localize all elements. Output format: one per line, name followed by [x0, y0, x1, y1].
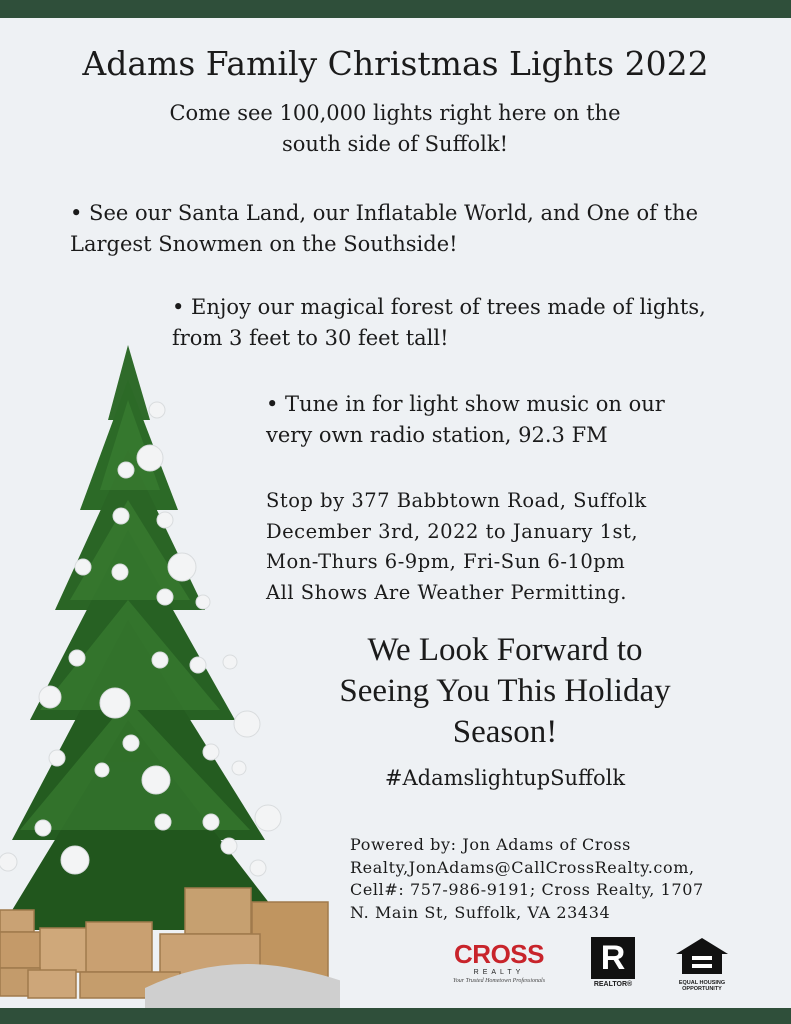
cross-logo-tagline: Your Trusted Hometown Professionals [452, 978, 546, 984]
realtor-logo [588, 937, 638, 991]
realtor-mark: R [591, 937, 635, 979]
bullet-line: • Tune in for light show music on our [266, 392, 665, 416]
visit-line: Stop by 377 Babbtown Road, Suffolk [266, 489, 647, 512]
visit-line: December 3rd, 2022 to January 1st, [266, 519, 639, 543]
powered-line: N. Main St, Suffolk, VA 23434 [350, 902, 611, 922]
bullet-line: very own radio station, 92.3 FM [266, 423, 608, 447]
page-title: Adams Family Christmas Lights 2022 [82, 44, 709, 83]
visit-line: Mon-Thurs 6-9pm, Fri-Sun 6-10pm [266, 550, 626, 573]
realtor-label: REALTOR® [593, 981, 633, 988]
subtitle [140, 98, 650, 160]
cross-logo-sub: REALTY [473, 969, 525, 976]
powered-line: Powered by: Jon Adams of Cross [350, 835, 631, 854]
bullet-line: • Enjoy our magical forest of trees made of lights, [172, 295, 706, 319]
cross-realty-logo [443, 940, 555, 988]
powered-by [350, 834, 780, 924]
closing-line: Seeing You This Holiday [339, 673, 671, 709]
hashtag: #AdamslightupSuffolk [384, 766, 626, 790]
bullet-radio-station [266, 389, 766, 451]
subtitle-line: south side of Suffolk! [281, 132, 509, 156]
visit-info [266, 486, 766, 608]
eho-label-line: OPPORTUNITY [682, 986, 722, 992]
bullet-line: Largest Snowmen on the Southside! [70, 232, 458, 256]
bottom-border [0, 1008, 791, 1024]
closing-line: Season! [452, 714, 558, 750]
closing-line: We Look Forward to [367, 632, 643, 668]
equal-housing-logo [672, 936, 732, 992]
bullet-santa-land [70, 198, 760, 260]
visit-line: All Shows Are Weather Permitting. [266, 580, 628, 604]
bullet-line: from 3 feet to 30 feet tall! [172, 326, 449, 350]
bullet-line: • See our Santa Land, our Inflatable World, and One of the [70, 201, 699, 225]
christmas-tree-image [0, 340, 340, 1008]
house-icon [674, 936, 730, 976]
powered-line: Realty,JonAdams@CallCrossRealty.com, [350, 857, 695, 877]
subtitle-line: Come see 100,000 lights right here on the [169, 101, 621, 125]
closing-message [310, 630, 700, 753]
powered-line: Cell#: 757-986-9191; Cross Realty, 1707 [350, 880, 704, 899]
top-border [0, 0, 791, 18]
cross-logo-word: CROSS [454, 939, 544, 969]
eho-label-line: EQUAL HOUSING [678, 980, 726, 986]
